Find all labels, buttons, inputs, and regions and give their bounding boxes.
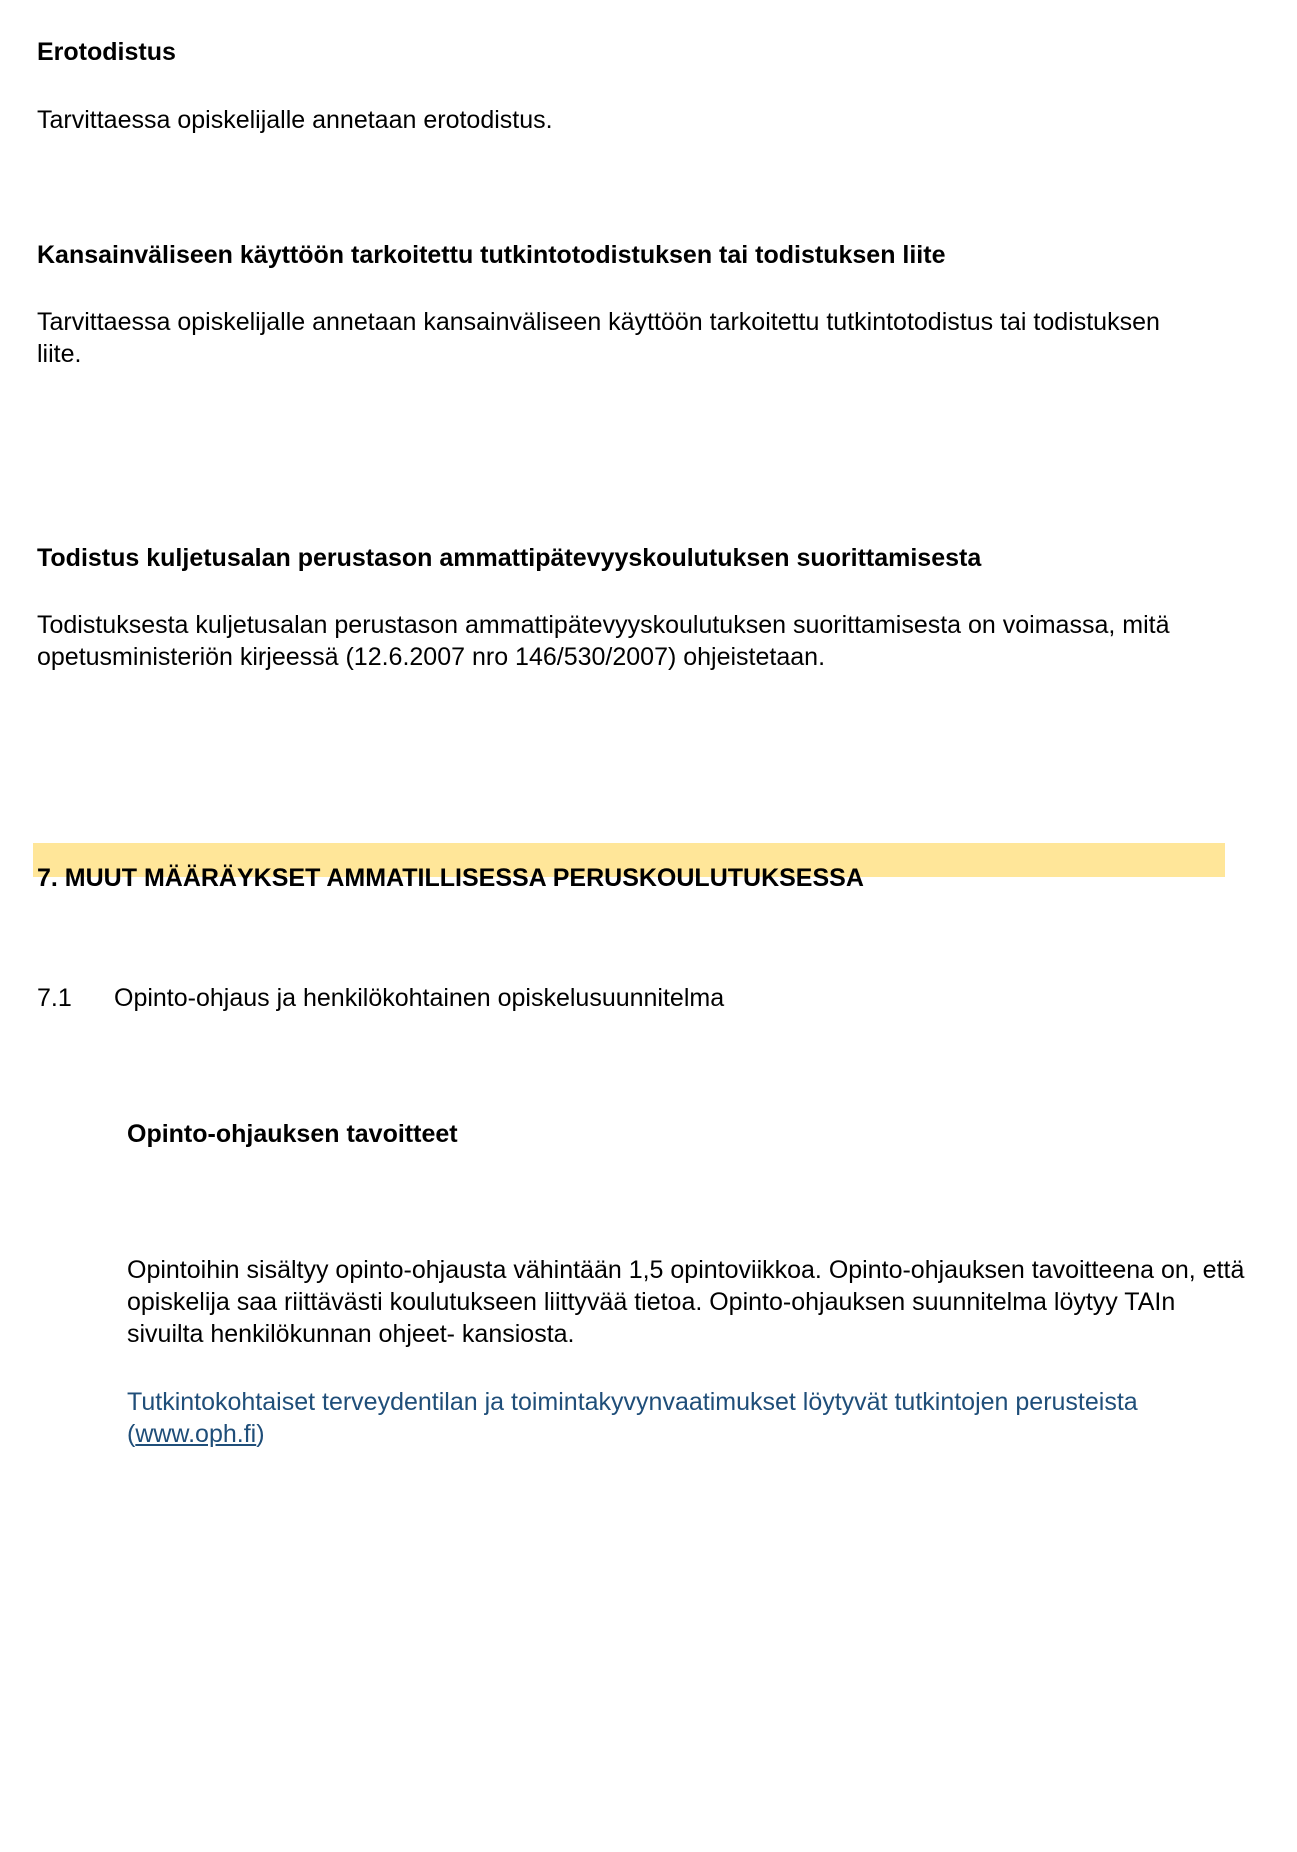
tavoitteet-heading: Opinto-ohjauksen tavoitteet [127, 1120, 458, 1148]
kansainvalinen-heading: Kansainväliseen käyttöön tarkoitettu tutkintotodistuksen tai todistuksen liite [37, 241, 946, 269]
oph-reference-close: ) [256, 1420, 265, 1448]
erotodistus-heading: Erotodistus [37, 38, 176, 66]
subsection-number: 7.1 [37, 984, 72, 1012]
oph-reference-text: Tutkintokohtaiset terveydentilan ja toimintakyvynvaatimukset löytyvät tutkintojen perusteista ( [127, 1388, 1138, 1448]
erotodistus-text: Tarvittaessa opiskelijalle annetaan erotodistus. [37, 106, 553, 134]
kuljetusala-text: Todistuksesta kuljetusalan perustason ammattipätevyyskoulutuksen suorittamisesta on voimassa, mitä opetusministeriön kirjeessä (12.6.2007 nro 146/530/2007) ohjeistetaan. [37, 611, 1170, 671]
kuljetusala-heading: Todistus kuljetusalan perustason ammattipätevyyskoulutuksen suorittamisesta [37, 544, 982, 572]
tavoitteet-text: Opintoihin sisältyy opinto-ohjausta vähintään 1,5 opintoviikkoa. Opinto-ohjauksen tavoitteena on, että opiskelija saa riittävästi koulutukseen liittyvää tietoa. Opinto-ohjauksen suunnitelma löytyy TAIn sivuilta henkilökunnan ohjeet- kansiosta. [127, 1256, 1245, 1348]
subsection-title: Opinto-ohjaus ja henkilökohtainen opiskelusuunnitelma [114, 984, 725, 1012]
section-title: 7. MUUT MÄÄRÄYKSET AMMATILLISESSA PERUSKOULUTUKSESSA [37, 863, 864, 892]
oph-reference-paragraph [127, 1386, 1277, 1450]
kansainvalinen-text: Tarvittaessa opiskelijalle annetaan kansainväliseen käyttöön tarkoitettu tutkintotodistus tai todistuksen liite. [37, 308, 1160, 368]
oph-link[interactable]: www.oph.fi [135, 1420, 257, 1448]
